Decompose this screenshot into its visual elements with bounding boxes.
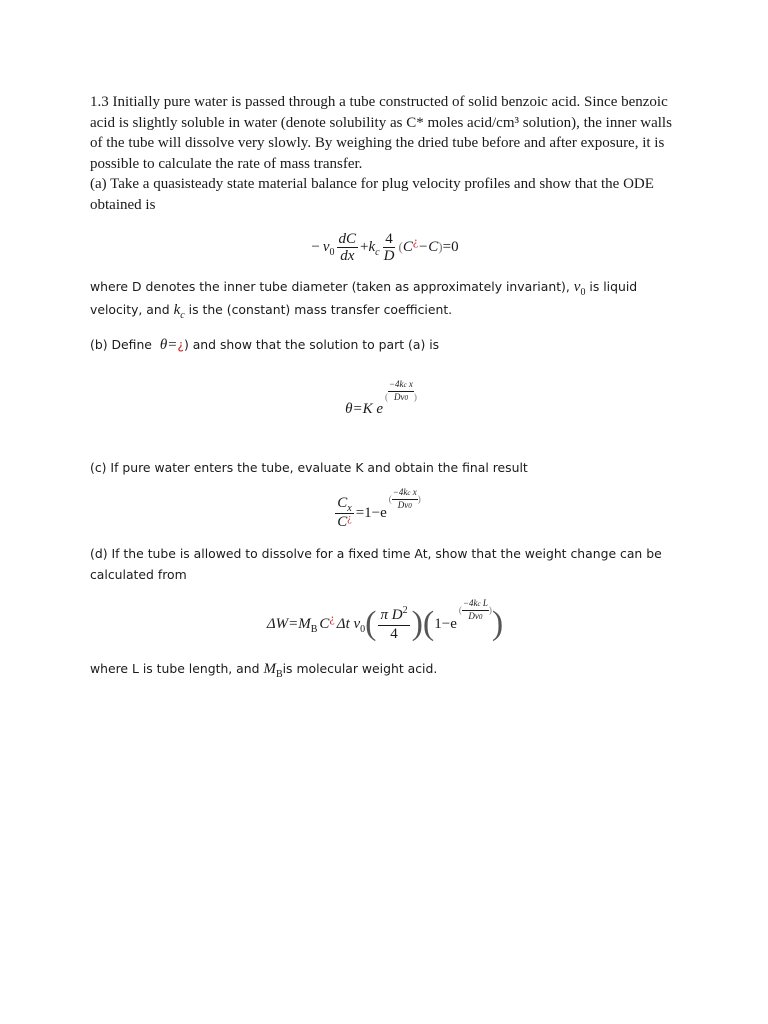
eq2-exp-rparen: ) <box>413 391 417 402</box>
eq1-v: $v_0$ <box>322 238 335 258</box>
eq1-k: $k_c$ <box>368 238 380 258</box>
eq1-equals-zero: =0 <box>442 238 459 255</box>
part-d-paragraph <box>90 544 680 585</box>
eq4-exponent: $\frac{\text{−4kc L}}{Dv0}$ <box>462 597 488 621</box>
where-a-text3: is the (constant) mass transfer coefficient. <box>184 301 453 317</box>
eq3-rhs: =1−e <box>355 504 387 521</box>
eq4-exp-rparen: ) <box>488 605 492 615</box>
intro-paragraph <box>90 92 680 215</box>
where-a-paragraph <box>90 277 680 322</box>
eq4-lparen-1: ( <box>365 605 377 642</box>
eq4-exp-lparen: ( <box>458 605 462 615</box>
eq1-rparen: ) <box>438 239 443 254</box>
where-d-text1: where L is tube length, and <box>90 661 264 676</box>
eq1-four-over-d: $\frac{4}{D}$ <box>383 230 395 264</box>
equation-weight-change <box>90 599 680 649</box>
where-a-text1: where D denotes the inner tube diameter (taken as approximately invariant), <box>90 279 574 294</box>
eq1-plus: + <box>360 238 369 255</box>
document-page <box>90 92 680 682</box>
part-c-text: (c) If pure water enters the tube, evaluate K and obtain the final result <box>90 459 528 475</box>
part-b-red-mark: ¿ <box>177 337 184 352</box>
where-d-paragraph <box>90 659 680 682</box>
where-d-text2: is molecular weight acid. <box>282 661 438 676</box>
problem-statement: 1.3 Initially pure water is passed through a tube constructed of solid benzoic acid. Since benzoic acid is slightly soluble in water (denote solubility as C* moles acid/cm³ solution), the inner walls of the tube will dissolve very slowly. By weighing the dried tube before and after exposure, it is possible to calculate the rate of mass transfer. <box>90 94 672 172</box>
equation-solution <box>90 374 680 418</box>
part-b-theta: θ= <box>159 337 178 353</box>
eq3-exponent: $\frac{\text{−4kc x}}{Dv0}$ <box>392 486 417 510</box>
eq3-exp-lparen: ( <box>388 494 392 504</box>
eq4-lparen-2: ( <box>422 605 435 642</box>
part-b-text2: ) and show that the solution to part (a) is <box>183 337 440 352</box>
where-a-k: $k_c$ <box>173 301 185 321</box>
part-b-text1: (b) Define <box>90 337 156 352</box>
eq4-dt-v: Δt $v_0$ <box>336 615 366 635</box>
eq4-rparen-1: ) <box>411 605 423 642</box>
eq4-rparen-2: ) <box>491 605 504 642</box>
eq3-fraction: $\frac{C_x}{C^¿}$ <box>337 494 352 530</box>
eq1-lparen: ( <box>398 239 403 254</box>
eq4-lhs: $\Delta W=M_B$ <box>266 615 318 635</box>
eq1-minus-c: −C <box>418 238 439 255</box>
eq3-exp-rparen: ) <box>417 494 421 504</box>
eq4-c: C¿ <box>319 610 335 632</box>
part-a-statement: (a) Take a quasisteady state material balance for plug velocity profiles and show that the ODE obtained is <box>90 176 654 213</box>
equation-final-result <box>90 486 680 536</box>
eq1-minus: − <box>311 238 320 255</box>
eq2-exp-lparen: ( <box>384 391 388 402</box>
where-a-v: $v_0$ <box>573 279 586 298</box>
eq4-one-minus-e: 1−e <box>434 615 457 632</box>
eq2-lhs: θ=K e <box>345 400 383 417</box>
part-c-paragraph <box>90 458 680 479</box>
eq2-exponent: $\frac{\text{−4kc x}}{Dv0}$ <box>388 378 413 402</box>
eq1-red-mark: ¿ <box>412 233 419 248</box>
where-a-text2: is liquid velocity, and <box>90 279 638 317</box>
eq1-derivative: $\frac{dC}{dx}$ <box>338 230 357 264</box>
eq1-c: C <box>402 238 413 255</box>
where-d-m: $M_B$ <box>263 661 283 680</box>
eq4-area-fraction: $\frac{\pi D^2}{4}$ <box>380 604 408 642</box>
part-d-text: (d) If the tube is allowed to dissolve for a fixed time At, show that the weight change can be calculated from <box>90 546 662 582</box>
equation-ode <box>90 227 680 267</box>
part-b-paragraph <box>90 335 680 356</box>
